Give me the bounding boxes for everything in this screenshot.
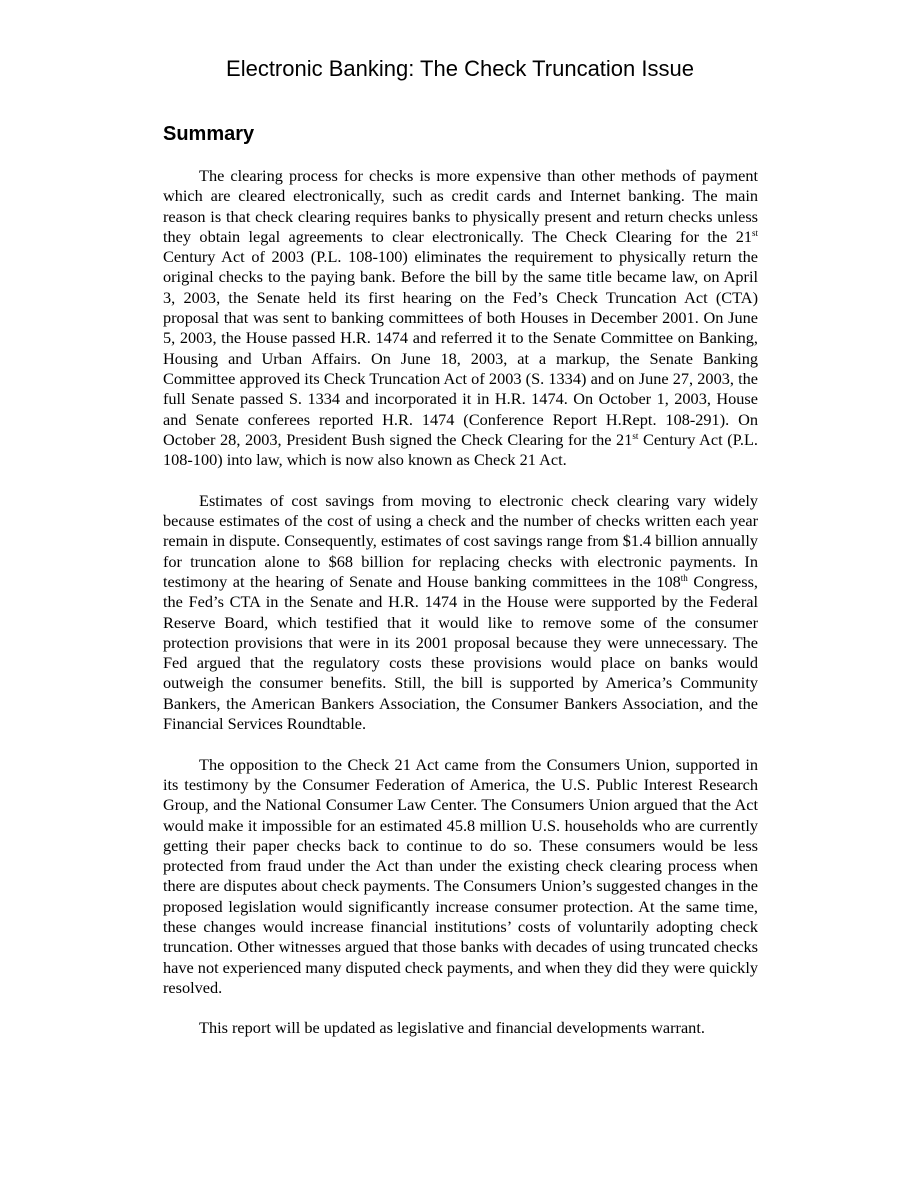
ordinal-suffix: st [751,227,758,238]
paragraph-2-text-a: Estimates of cost savings from moving to electronic check clearing vary widely because estimates of the cost of using a check and the number of checks written each year remain in dispute. Consequently, estimates of cost savings range from $1.4 billion annually for truncation alone to $68 billion for replacing checks with electronic payments. In testimony at the hearing of Senate and House banking committees in the 108 [163,490,758,591]
paragraph-1 [163,166,758,470]
ordinal-suffix: st [632,430,639,441]
paragraph-1-text-b: Century Act of 2003 (P.L. 108-100) eliminates the requirement to physically return the original checks to the paying bank. Before the bill by the same title became law, on April 3, 2003, the Senate held its first hearing on the Fed’s Check Truncation Act (CTA) proposal that was sent to banking committees of both Houses in December 2001. On June 5, 2003, the House passed H.R. 1474 and referred it to the Senate Committee on Banking, Housing and Urban Affairs. On June 18, 2003, at a markup, the Senate Banking Committee approved its Check Truncation Act of 2003 (S. 1334) and on June 27, 2003, the full Senate passed S. 1334 and incorporated it in H.R. 1474. On October 1, 2003, House and Senate conferees reported H.R. 1474 (Conference Report H.Rept. 108-291). On October 28, 2003, President Bush signed the Check Clearing for the 21 [163,247,758,449]
paragraph-3: The opposition to the Check 21 Act came from the Consumers Union, supported in its testimony by the Consumer Federation of America, the U.S. Public Interest Research Group, and the National Consumer Law Center. The Consumers Union argued that the Act would make it impossible for an estimated 45.8 million U.S. households who are currently getting their paper checks back to continue to do so. These consumers would be less protected from fraud under the Act than under the existing check clearing process when there are disputes about check payments. The Consumers Union’s suggested changes in the proposed legislation would significantly increase consumer protection. At the same time, these changes would increase financial institutions’ costs of voluntarily adopting check truncation. Other witnesses argued that those banks with decades of using truncated checks have not experienced many disputed check payments, and when they did they were quickly resolved. [163,754,758,997]
paragraph-1-text-a: The clearing process for checks is more expensive than other methods of payment which are cleared electronically, such as credit cards and Internet banking. The main reason is that check clearing requires banks to physically present and return checks unless they obtain legal agreements to clear electronically. The Check Clearing for the 21 [163,166,758,246]
paragraph-4: This report will be updated as legislative and financial developments warrant. [199,1018,705,1038]
document-title: Electronic Banking: The Check Truncation Issue [226,56,694,81]
paragraph-2-text-b: Congress, the Fed’s CTA in the Senate and H.R. 1474 in the House were supported by the Federal Reserve Board, which testified that it would like to remove some of the consumer protection provisions that were in its 2001 proposal because they were unnecessary. The Fed argued that the regulatory costs these provisions would place on banks would outweigh the consumer benefits. Still, the bill is supported by America’s Community Bankers, the American Bankers Association, the Consumer Bankers Association, and the Financial Services Roundtable. [163,571,758,734]
paragraph-1-text-c: Century Act (P.L. 108-100) into law, which is now also known as Check 21 Act. [163,429,758,470]
ordinal-suffix: th [680,572,688,583]
summary-body [163,166,758,1039]
paragraph-2 [163,491,758,735]
section-heading-summary: Summary [163,123,255,145]
